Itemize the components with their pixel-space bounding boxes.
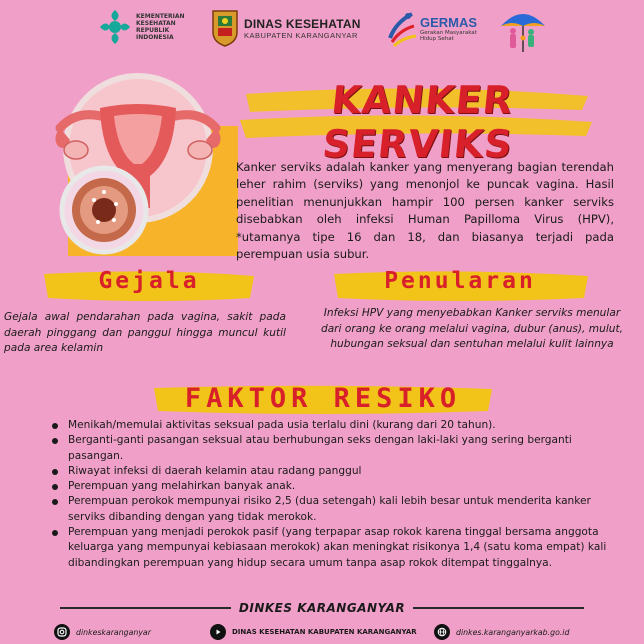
globe-icon (434, 624, 450, 640)
footer-bar (0, 620, 644, 644)
footer-brand (60, 598, 584, 618)
page-title: KANKER SERVIKS (320, 78, 516, 166)
youtube-icon (210, 624, 226, 640)
kemenkes-logo (98, 8, 196, 46)
list-item: Perempuan perokok mempunyai risiko 2,5 (dua setengah) kali lebih besar untuk menderita kanker serviks dibanding dengan yang tidak merokok. (52, 494, 612, 525)
gejala-title: Gejala (98, 268, 200, 294)
instagram-link[interactable] (54, 624, 151, 640)
divider (413, 607, 584, 609)
website-link[interactable] (434, 624, 569, 640)
dinkes-title: DINAS KESEHATAN (244, 16, 361, 31)
list-item: Menikah/memulai aktivitas seksual pada usia terlalu dini (kurang dari 20 tahun). (52, 418, 612, 433)
header-logos (0, 6, 644, 56)
list-item: Berganti-ganti pasangan seksual atau berhubungan seks dengan laki-laki yang sering berganti pasangan. (52, 433, 612, 464)
intro-paragraph: Kanker serviks adalah kanker yang menyerang bagian terendah leher rahim (serviks) yang menonjol ke puncak vagina. Hasil penelitian menunjukkan hampir 100 persen kanker serviks disebabkan oleh infeksi Human Papilloma Virus (HPV), *utamanya tipe 16 dan 18, dan biasanya terjadi pada perempuan usia subur. (236, 160, 614, 262)
youtube-link[interactable] (210, 624, 417, 640)
dinkes-logo (210, 8, 361, 48)
website-url: dinkes.karanganyarkab.go.id (456, 627, 570, 637)
divider (60, 607, 231, 609)
penularan-text: Infeksi HPV yang menyebabkan Kanker serviks menular dari orang ke orang melalui vagina, dubur (anus), mulut, hubungan seksual dan sentuhan melalui kulit lainnya (320, 307, 624, 351)
germas-icon (386, 8, 418, 48)
kemenkes-icon (98, 8, 132, 46)
faktor-resiko-title: FAKTOR RESIKO (184, 383, 462, 414)
footer-brand-text: DINKES KARANGANYAR (238, 601, 406, 615)
germas-logo (386, 8, 482, 48)
karanganyar-emblem-icon (210, 8, 240, 48)
family-umbrella-icon (497, 6, 549, 54)
list-item: Perempuan yang menjadi perokok pasif (yang terpapar asap rokok karena tinggal bersama anggota keluarga yang mempunyai kebiasaan merokok) akan meningkat risikonya 1,4 (satu koma empat) kali dibandingkan perempuan yang hidup secara umum tanpa asap rokok ditempat tinggalnya. (52, 525, 612, 571)
kemenkes-text: KEMENTERIAN KESEHATAN REPUBLIK INDONESIA (136, 13, 185, 41)
list-item: Riwayat infeksi di daerah kelamin atau radang panggul (52, 464, 612, 479)
list-item: Perempuan yang melahirkan banyak anak. (52, 479, 612, 494)
youtube-channel: DINAS KESEHATAN KABUPATEN KARANGANYAR (232, 628, 417, 636)
penularan-title: Penularan (384, 268, 536, 294)
gejala-text: Gejala awal pendarahan pada vagina, sakit pada daerah pinggang dan panggul hingga muncul kutil pada area kelamin (4, 311, 286, 355)
instagram-handle: dinkeskaranganyar (76, 627, 151, 637)
faktor-resiko-list (52, 418, 612, 571)
uterus-illustration (38, 68, 238, 268)
germas-title: GERMAS (420, 14, 478, 30)
instagram-icon (54, 624, 70, 640)
germas-subtitle: Gerakan Masyarakat Hidup Sehat (420, 29, 477, 42)
dinkes-subtitle: KABUPATEN KARANGANYAR (244, 30, 358, 40)
